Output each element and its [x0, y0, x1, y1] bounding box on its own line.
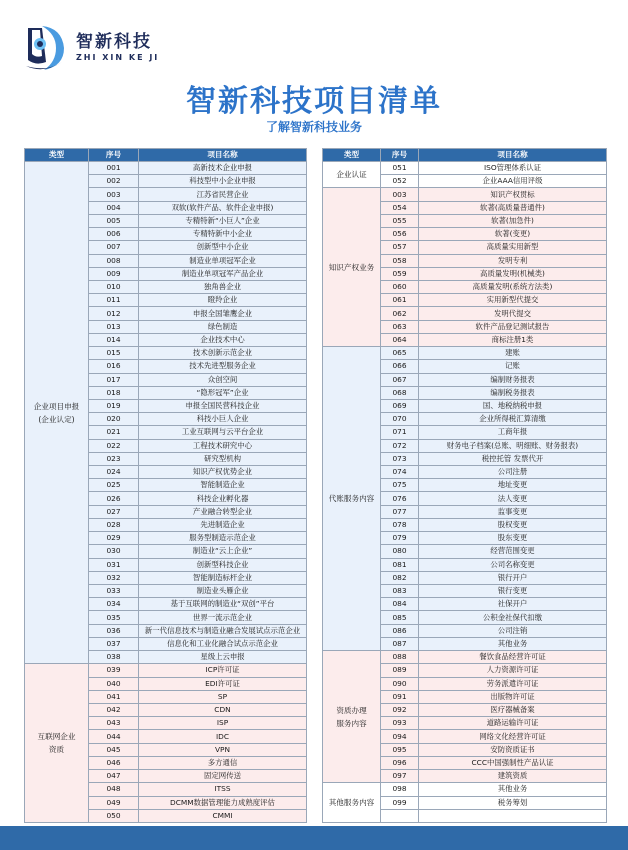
item-number: 007 — [89, 241, 139, 254]
item-name: ISO管理体系认证 — [419, 162, 607, 175]
item-number: 010 — [89, 280, 139, 293]
item-name: 专精特新中小企业 — [139, 228, 307, 241]
item-number: 048 — [89, 783, 139, 796]
item-number: 093 — [381, 717, 419, 730]
item-name: “隐形冠军”企业 — [139, 386, 307, 399]
item-name: 制造业单项冠军产品企业 — [139, 267, 307, 280]
item-number: 063 — [381, 320, 419, 333]
item-name: 产业融合转型企业 — [139, 505, 307, 518]
item-number: 098 — [381, 783, 419, 796]
item-name: 申报全国民营科技企业 — [139, 399, 307, 412]
item-number: 030 — [89, 545, 139, 558]
item-number: 059 — [381, 267, 419, 280]
item-number: 052 — [381, 175, 419, 188]
item-number: 043 — [89, 717, 139, 730]
item-number: 034 — [89, 598, 139, 611]
item-number: 001 — [89, 162, 139, 175]
item-number: 039 — [89, 664, 139, 677]
brand-name-en: ZHI XIN KE JI — [76, 53, 160, 62]
item-number: 083 — [381, 585, 419, 598]
item-number: 097 — [381, 770, 419, 783]
item-name: 固定网传送 — [139, 770, 307, 783]
item-number: 088 — [381, 651, 419, 664]
item-name: 科技型中小企业申报 — [139, 175, 307, 188]
item-number: 021 — [89, 426, 139, 439]
item-name: CMMI — [139, 809, 307, 822]
item-name: 股权变更 — [419, 518, 607, 531]
item-name: 建账 — [419, 347, 607, 360]
item-name: ITSS — [139, 783, 307, 796]
item-number: 004 — [89, 201, 139, 214]
item-name: 编制财务报表 — [419, 373, 607, 386]
item-name: CDN — [139, 703, 307, 716]
table-row — [323, 651, 607, 664]
item-name: 绿色制造 — [139, 320, 307, 333]
item-name: 软著(变更) — [419, 228, 607, 241]
group-label: 企业项目申报 (企业认定) — [25, 162, 89, 664]
table-row — [323, 162, 607, 175]
item-number: 080 — [381, 545, 419, 558]
item-name: 税务筹划 — [419, 796, 607, 809]
item-name: 公司名称变更 — [419, 558, 607, 571]
item-number: 099 — [381, 796, 419, 809]
item-name: 企业AAA信用评级 — [419, 175, 607, 188]
item-number: 058 — [381, 254, 419, 267]
item-name: CCC中国强制性产品认证 — [419, 756, 607, 769]
item-name: 公司注销 — [419, 624, 607, 637]
item-number: 074 — [381, 466, 419, 479]
item-number: 013 — [89, 320, 139, 333]
item-name — [419, 809, 607, 822]
item-name: 记账 — [419, 360, 607, 373]
item-number: 054 — [381, 201, 419, 214]
item-name: 独角兽企业 — [139, 280, 307, 293]
item-number: 056 — [381, 228, 419, 241]
item-name: 双软(软件产品、软件企业申报) — [139, 201, 307, 214]
item-number: 095 — [381, 743, 419, 756]
item-name: 科技企业孵化器 — [139, 492, 307, 505]
item-name: 监事变更 — [419, 505, 607, 518]
item-name: 软著(加急件) — [419, 214, 607, 227]
item-number: 061 — [381, 294, 419, 307]
item-number: 024 — [89, 466, 139, 479]
item-number: 035 — [89, 611, 139, 624]
item-name: 医疗器械备案 — [419, 703, 607, 716]
item-number: 003 — [381, 188, 419, 201]
item-name: 高新技术企业申报 — [139, 162, 307, 175]
item-number: 005 — [89, 214, 139, 227]
item-name: 编制税务报表 — [419, 386, 607, 399]
item-name: 技术先进型服务企业 — [139, 360, 307, 373]
item-number: 094 — [381, 730, 419, 743]
item-name: 技术创新示范企业 — [139, 347, 307, 360]
item-number: 029 — [89, 532, 139, 545]
item-name: 税控托管 发票代开 — [419, 452, 607, 465]
item-number: 077 — [381, 505, 419, 518]
item-number: 051 — [381, 162, 419, 175]
item-name: 银行开户 — [419, 571, 607, 584]
project-table-right — [322, 148, 607, 823]
item-name: VPN — [139, 743, 307, 756]
item-number: 002 — [89, 175, 139, 188]
item-number: 014 — [89, 333, 139, 346]
item-name: 工业互联网与云平台企业 — [139, 426, 307, 439]
item-name: 经营范围变更 — [419, 545, 607, 558]
item-name: 银行变更 — [419, 585, 607, 598]
table-row — [323, 783, 607, 796]
item-number: 020 — [89, 413, 139, 426]
header-type: 类型 — [25, 149, 89, 162]
item-number: 092 — [381, 703, 419, 716]
item-name: 社保开户 — [419, 598, 607, 611]
item-number: 066 — [381, 360, 419, 373]
item-number: 045 — [89, 743, 139, 756]
item-name: 高质量发明(机械类) — [419, 267, 607, 280]
item-number: 075 — [381, 479, 419, 492]
item-name: 高质量实用新型 — [419, 241, 607, 254]
item-name: 创新型科技企业 — [139, 558, 307, 571]
item-name: 基于互联网的制造业“双创”平台 — [139, 598, 307, 611]
item-name: 国、地税纳税申报 — [419, 399, 607, 412]
item-name: 实用新型代提交 — [419, 294, 607, 307]
item-name: 财务电子档案(总账、明细账、财务报表) — [419, 439, 607, 452]
item-name: 先进制造企业 — [139, 518, 307, 531]
item-number: 041 — [89, 690, 139, 703]
project-table-left — [24, 148, 307, 823]
item-name: 商标注册1类 — [419, 333, 607, 346]
item-number: 076 — [381, 492, 419, 505]
group-label: 资质办理 服务内容 — [323, 651, 381, 783]
item-number: 003 — [89, 188, 139, 201]
header-type: 类型 — [323, 149, 381, 162]
item-name: 道路运输许可证 — [419, 717, 607, 730]
item-number: 040 — [89, 677, 139, 690]
group-label: 知识产权业务 — [323, 188, 381, 347]
item-name: 出版物许可证 — [419, 690, 607, 703]
item-number: 065 — [381, 347, 419, 360]
item-number: 038 — [89, 651, 139, 664]
item-number: 015 — [89, 347, 139, 360]
item-name: 劳务派遣许可证 — [419, 677, 607, 690]
item-name: 世界一流示范企业 — [139, 611, 307, 624]
item-name: DCMM数据管理能力成熟度评估 — [139, 796, 307, 809]
item-name: 工商年报 — [419, 426, 607, 439]
item-name: 众创空间 — [139, 373, 307, 386]
item-name: 企业所得税汇算清缴 — [419, 413, 607, 426]
item-name: 法人变更 — [419, 492, 607, 505]
item-number: 050 — [89, 809, 139, 822]
item-number: 090 — [381, 677, 419, 690]
item-number: 072 — [381, 439, 419, 452]
item-number: 057 — [381, 241, 419, 254]
item-number: 089 — [381, 664, 419, 677]
item-number: 046 — [89, 756, 139, 769]
item-name: 新一代信息技术与制造业融合发展试点示范企业 — [139, 624, 307, 637]
item-name: 科技小巨人企业 — [139, 413, 307, 426]
header-name: 项目名称 — [419, 149, 607, 162]
item-number: 049 — [89, 796, 139, 809]
item-number: 069 — [381, 399, 419, 412]
item-name: 发明代提交 — [419, 307, 607, 320]
table-row — [25, 664, 307, 677]
item-name: 智能制造企业 — [139, 479, 307, 492]
item-name: 安防资质证书 — [419, 743, 607, 756]
item-name: 企业技术中心 — [139, 333, 307, 346]
item-number: 047 — [89, 770, 139, 783]
item-number: 073 — [381, 452, 419, 465]
item-number: 016 — [89, 360, 139, 373]
item-name: 地址变更 — [419, 479, 607, 492]
item-number: 044 — [89, 730, 139, 743]
brand-name-cn: 智新科技 — [76, 32, 152, 52]
item-number: 081 — [381, 558, 419, 571]
item-name: 知识产权贯标 — [419, 188, 607, 201]
item-number: 037 — [89, 637, 139, 650]
header-no: 序号 — [89, 149, 139, 162]
item-name: 股东变更 — [419, 532, 607, 545]
item-name: 网络文化经营许可证 — [419, 730, 607, 743]
table-row — [323, 347, 607, 360]
item-number: 018 — [89, 386, 139, 399]
item-name: 制造业“云上企业” — [139, 545, 307, 558]
item-name: 工程技术研究中心 — [139, 439, 307, 452]
item-name: 制造业单项冠军企业 — [139, 254, 307, 267]
item-number: 086 — [381, 624, 419, 637]
item-number: 042 — [89, 703, 139, 716]
item-number: 032 — [89, 571, 139, 584]
item-name: EDI许可证 — [139, 677, 307, 690]
item-number: 064 — [381, 333, 419, 346]
item-name: 智能制造标杆企业 — [139, 571, 307, 584]
item-number: 009 — [89, 267, 139, 280]
item-name: 多方通信 — [139, 756, 307, 769]
item-number: 078 — [381, 518, 419, 531]
item-number: 031 — [89, 558, 139, 571]
item-number — [381, 809, 419, 822]
item-number: 082 — [381, 571, 419, 584]
item-number: 079 — [381, 532, 419, 545]
group-label: 其他服务内容 — [323, 783, 381, 823]
footer-band — [0, 826, 628, 850]
item-number: 022 — [89, 439, 139, 452]
group-label: 企业认证 — [323, 162, 381, 188]
item-name: 信息化和工业化融合试点示范企业 — [139, 637, 307, 650]
item-name: 发明专利 — [419, 254, 607, 267]
item-name: 公司注册 — [419, 466, 607, 479]
item-number: 023 — [89, 452, 139, 465]
item-name: 其他业务 — [419, 637, 607, 650]
item-number: 085 — [381, 611, 419, 624]
item-name: 星级上云申报 — [139, 651, 307, 664]
item-number: 036 — [89, 624, 139, 637]
item-number: 012 — [89, 307, 139, 320]
item-name: 软件产品登记测试报告 — [419, 320, 607, 333]
item-number: 071 — [381, 426, 419, 439]
item-name: IDC — [139, 730, 307, 743]
item-number: 019 — [89, 399, 139, 412]
item-name: 其他业务 — [419, 783, 607, 796]
group-label: 代账服务内容 — [323, 347, 381, 651]
item-number: 033 — [89, 585, 139, 598]
item-name: 高质量发明(系统方法类) — [419, 280, 607, 293]
item-name: 公积金社保代扣缴 — [419, 611, 607, 624]
item-name: 江苏省民营企业 — [139, 188, 307, 201]
table-row — [25, 162, 307, 175]
item-name: 服务型制造示范企业 — [139, 532, 307, 545]
item-name: 申报全国雏鹰企业 — [139, 307, 307, 320]
item-name: 餐饮食品经营许可证 — [419, 651, 607, 664]
item-name: 知识产权优势企业 — [139, 466, 307, 479]
group-label: 互联网企业 资质 — [25, 664, 89, 823]
item-name: 制造业头雁企业 — [139, 585, 307, 598]
item-name: 专精特新“小巨人”企业 — [139, 214, 307, 227]
item-number: 017 — [89, 373, 139, 386]
item-number: 068 — [381, 386, 419, 399]
item-name: ISP — [139, 717, 307, 730]
item-name: 人力资源许可证 — [419, 664, 607, 677]
item-number: 025 — [89, 479, 139, 492]
item-name: 软著(高质量普通件) — [419, 201, 607, 214]
header-name: 项目名称 — [139, 149, 307, 162]
brand-logo-icon — [18, 22, 70, 74]
item-number: 011 — [89, 294, 139, 307]
item-number: 096 — [381, 756, 419, 769]
item-number: 027 — [89, 505, 139, 518]
item-name: 研究型机构 — [139, 452, 307, 465]
item-name: 建筑资质 — [419, 770, 607, 783]
brand-header — [18, 20, 159, 76]
item-name: ICP许可证 — [139, 664, 307, 677]
header-no: 序号 — [381, 149, 419, 162]
item-name: 创新型中小企业 — [139, 241, 307, 254]
item-number: 026 — [89, 492, 139, 505]
item-number: 062 — [381, 307, 419, 320]
item-number: 055 — [381, 214, 419, 227]
item-number: 028 — [89, 518, 139, 531]
table-row — [323, 188, 607, 201]
item-number: 084 — [381, 598, 419, 611]
item-number: 008 — [89, 254, 139, 267]
page-title: 智新科技项目清单 — [186, 84, 442, 119]
item-number: 006 — [89, 228, 139, 241]
item-number: 067 — [381, 373, 419, 386]
item-name: SP — [139, 690, 307, 703]
item-number: 070 — [381, 413, 419, 426]
item-number: 087 — [381, 637, 419, 650]
item-name: 瞪羚企业 — [139, 294, 307, 307]
page-subtitle: 了解智新科技业务 — [265, 120, 362, 134]
item-number: 091 — [381, 690, 419, 703]
item-number: 060 — [381, 280, 419, 293]
